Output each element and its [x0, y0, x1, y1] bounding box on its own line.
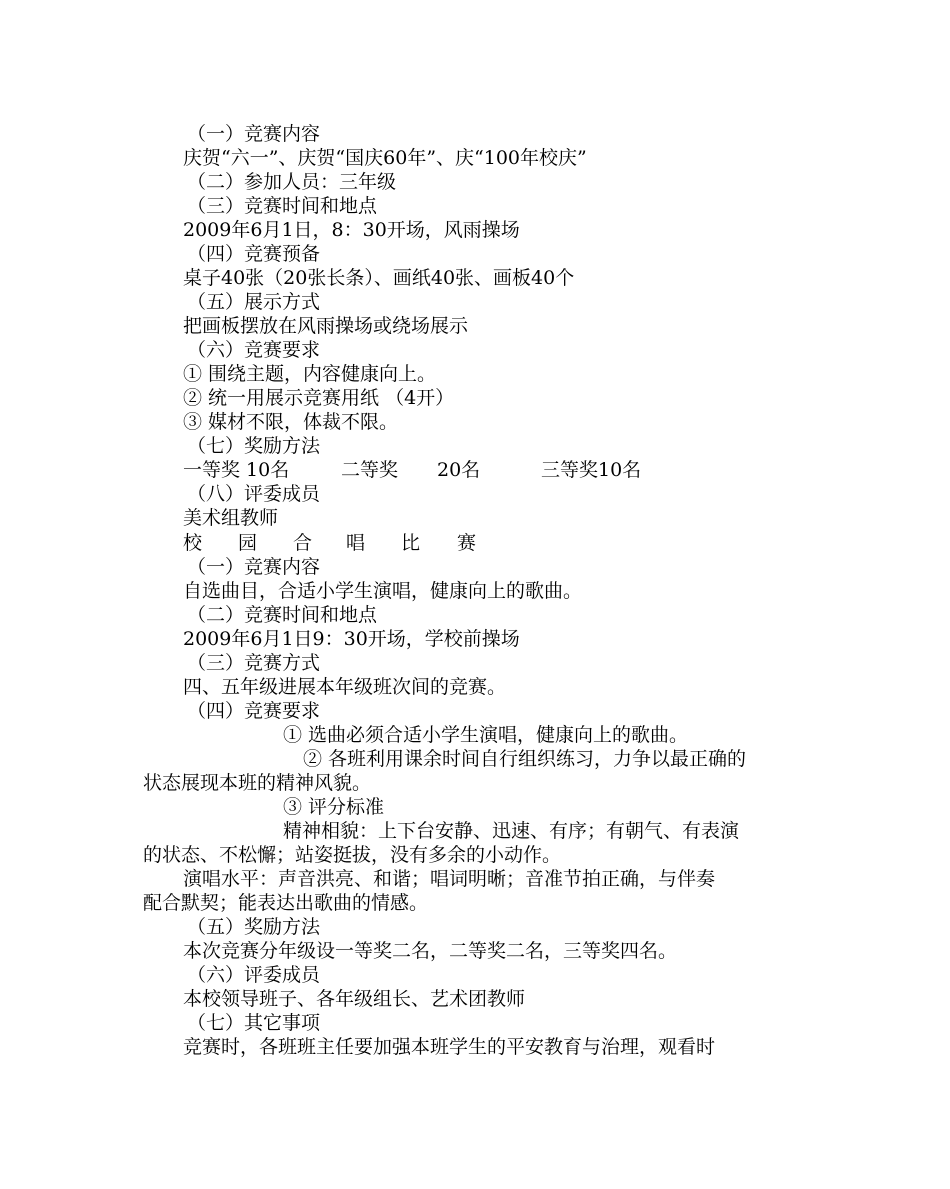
choir-requirement-2-line1: ② 各班利用课余时间自行组织练习，力争以最正确的 [303, 748, 747, 770]
choir-heading-requirements: （四）竞赛要求 [187, 700, 321, 722]
art-heading-display: （五）展示方式 [187, 291, 321, 313]
choir-title-char: 唱 [346, 532, 366, 554]
art-award-second: 二等奖 [341, 459, 399, 481]
art-award-first: 一等奖 10名 [183, 459, 290, 481]
art-requirement-3: ③ 媒材不限，体裁不限。 [183, 411, 399, 433]
choir-heading-method: （三）竞赛方式 [187, 652, 321, 674]
art-time-place-text: 2009年6月1日，8：30开场，风雨操场 [183, 219, 520, 241]
art-heading-content: （一）竞赛内容 [187, 123, 321, 145]
art-award-second-count: 20名 [437, 459, 481, 481]
choir-time-place-text: 2009年6月1日9：30开场，学校前操场 [183, 628, 520, 650]
choir-other-text: 竞赛时，各班班主任要加强本班学生的平安教育与治理，观看时 [183, 1036, 716, 1058]
art-heading-prep: （四）竞赛预备 [187, 243, 321, 265]
choir-method-text: 四、五年级进展本年级班次间的竞赛。 [183, 676, 507, 698]
choir-singing-line2: 配合默契；能表达出歌曲的情感。 [143, 892, 429, 914]
art-display-text: 把画板摆放在风雨操场或绕场展示 [183, 315, 469, 337]
choir-heading-judges: （六）评委成员 [187, 964, 321, 986]
choir-heading-content: （一）竞赛内容 [187, 556, 321, 578]
choir-requirement-2-line2: 状态展现本班的精神风貌。 [143, 772, 372, 794]
choir-title [183, 531, 493, 555]
art-content-text: 庆贺“六一”、庆贺“国庆60年”、庆“100年校庆” [183, 147, 587, 169]
art-heading-requirements: （六）竞赛要求 [187, 339, 321, 361]
art-requirement-2: ② 统一用展示竞赛用纸 （4开） [183, 387, 455, 409]
art-prep-text: 桌子40张（20张长条）、画纸40张、画板40个 [183, 267, 575, 289]
art-heading-awards: （七）奖励方法 [187, 435, 321, 457]
choir-title-char: 合 [293, 532, 313, 554]
choir-requirement-1: ① 选曲必须合适小学生演唱，健康向上的歌曲。 [283, 724, 689, 746]
choir-singing-line1: 演唱水平：声音洪亮、和谐；唱词明晰；音准节拍正确，与伴奏 [183, 868, 716, 890]
choir-spirit-line2: 的状态、不松懈；站姿挺拔，没有多余的小动作。 [143, 844, 562, 866]
choir-heading-other: （七）其它事项 [187, 1012, 321, 1034]
choir-requirement-3: ③ 评分标准 [283, 796, 385, 818]
choir-awards-text: 本次竞赛分年级设一等奖二名，二等奖二名，三等奖四名。 [183, 940, 678, 962]
art-award-third: 三等奖10名 [541, 459, 642, 481]
choir-content-text: 自选曲目，合适小学生演唱，健康向上的歌曲。 [183, 580, 583, 602]
choir-title-char: 赛 [457, 532, 477, 554]
choir-judges-text: 本校领导班子、各年级组长、艺术团教师 [183, 988, 526, 1010]
choir-title-char: 校 [183, 532, 203, 554]
choir-title-char: 园 [238, 532, 258, 554]
art-heading-participants: （二）参加人员：三年级 [187, 171, 397, 193]
choir-spirit-line1: 精神相貌：上下台安静、迅速、有序；有朝气、有表演 [283, 820, 740, 842]
art-heading-judges: （八）评委成员 [187, 483, 321, 505]
choir-title-char: 比 [401, 532, 421, 554]
art-heading-time-place: （三）竞赛时间和地点 [187, 195, 378, 217]
art-judges-text: 美术组教师 [183, 507, 279, 529]
choir-heading-time-place: （二）竞赛时间和地点 [187, 604, 378, 626]
choir-heading-awards: （五）奖励方法 [187, 916, 321, 938]
art-requirement-1: ① 围绕主题，内容健康向上。 [183, 363, 437, 385]
